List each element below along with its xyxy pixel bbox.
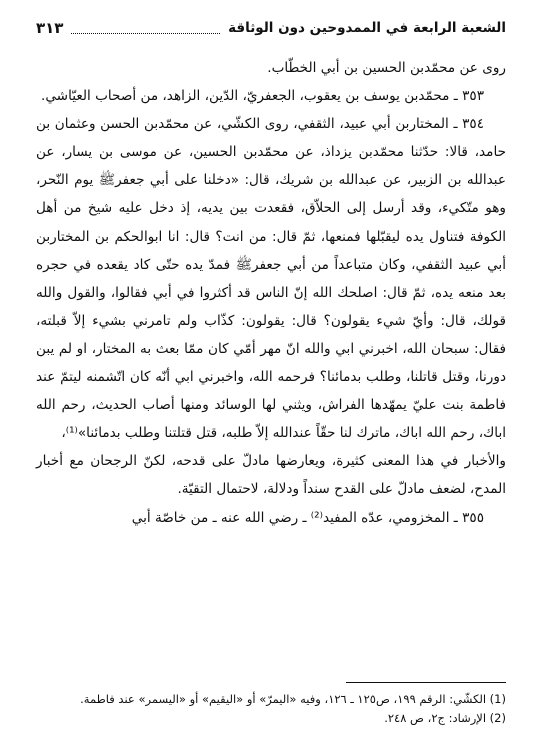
book-page [36,14,506,729]
paragraph: ٣٥٥ ـ المخزومي، عدّه المفيد⁽²⁾ ـ رضي الله عنه ـ من خاصّة أبي [131,509,484,526]
paragraph: ٣٥٤ ـ المختاربن أبي عبيد، الثقفي، روى الكشّي، عن محمّدبن الحسن وعثمان بن حامد، قالا: حدّثنا محمّدبن يزداذ، عن محمّدبن الحسين، عن موسى بن يسار، عن عبدالله بن الزبير، عن عبدالله بن شريك، قال: «دخلنا على أبي جعفرﷺ يوم النّحر، وهو متّكيء، وقد أرسل إلى الحلاّق، فقعدت بين يديه، إذ دخل عليه شيخ من أهل الكوفة فتناول يده ليقبّلها فمنعها، ثمّ قال: من انت؟ قال: انا ابوالحكم بن المختاربن أبي عبيد الثقفي، وكان متباعداً من أبي جعفرﷺ فمدّ يده حتّى كاد يقعده في حجره بعد منعه يده، ثمّ قال: اصلحك الله إنّ الناس قد أكثروا في أبي فقالوا، والقول والله قولك، قال: وأيّ شيء يقولون؟ قال: يقولون: كذّاب ولم تامرني بشيء إلاّ قبلته، فقال: سبحان الله، اخبرني ابي والله انّ مهر أمّي كان ممّا بعث به المختار، او لم يبن دورنا، وقتل قاتلنا، وطلب بدمائنا؟ فرحمه الله، واخبرني ابي أنّه كان اتّشمنه ليتمّ عند فاطمة بنت عليّ يمهّدها الفراش، ويثني لها الوسائد ومنها أصاب الحديث، رحم الله اباك، رحم الله اباك، ماترك لنا حقّاً عندالله إلاّ طلبه، قتل قتلتنا وطلب بدمائنا»⁽¹⁾، [36,116,506,442]
footnote: (2) الإرشاد: ج٢، ص ٢٤٨. [384,711,506,725]
body-text [36,54,506,532]
running-header [36,14,506,42]
paragraph: والأخبار في هذا المعنى كثيرة، ويعارضها مادلّ على قدحه، لكنّ الرجحان مع أخبار المدح، لضعف مادلّ على القدح سنداً ودلالة، لاحتمال التقيّة. [36,453,506,498]
running-title: الشعبة الرابعة في الممدوحين دون الوثاقة [228,20,506,36]
dotted-leader [71,33,220,34]
footnotes [36,690,506,728]
paragraph: روى عن محمّدبن الحسين بن أبي الخطّاب. [267,60,506,76]
page-number: ٣١٣ [36,19,64,37]
paragraph: ٣٥٣ ـ محمّدبن يوسف بن يعقوب، الجعفريّ، الدّين، الزاهد، من أصحاب العيّاشي. [41,88,484,105]
footnote-separator [346,682,506,683]
footnote: (1) الكشّي: الرقم ١٩٩، ص١٢٥ ـ ١٢٦، وفيه «اليمرّ» أو «اليقيم» أو «اليسمر» عند فاطمة. [80,692,506,706]
